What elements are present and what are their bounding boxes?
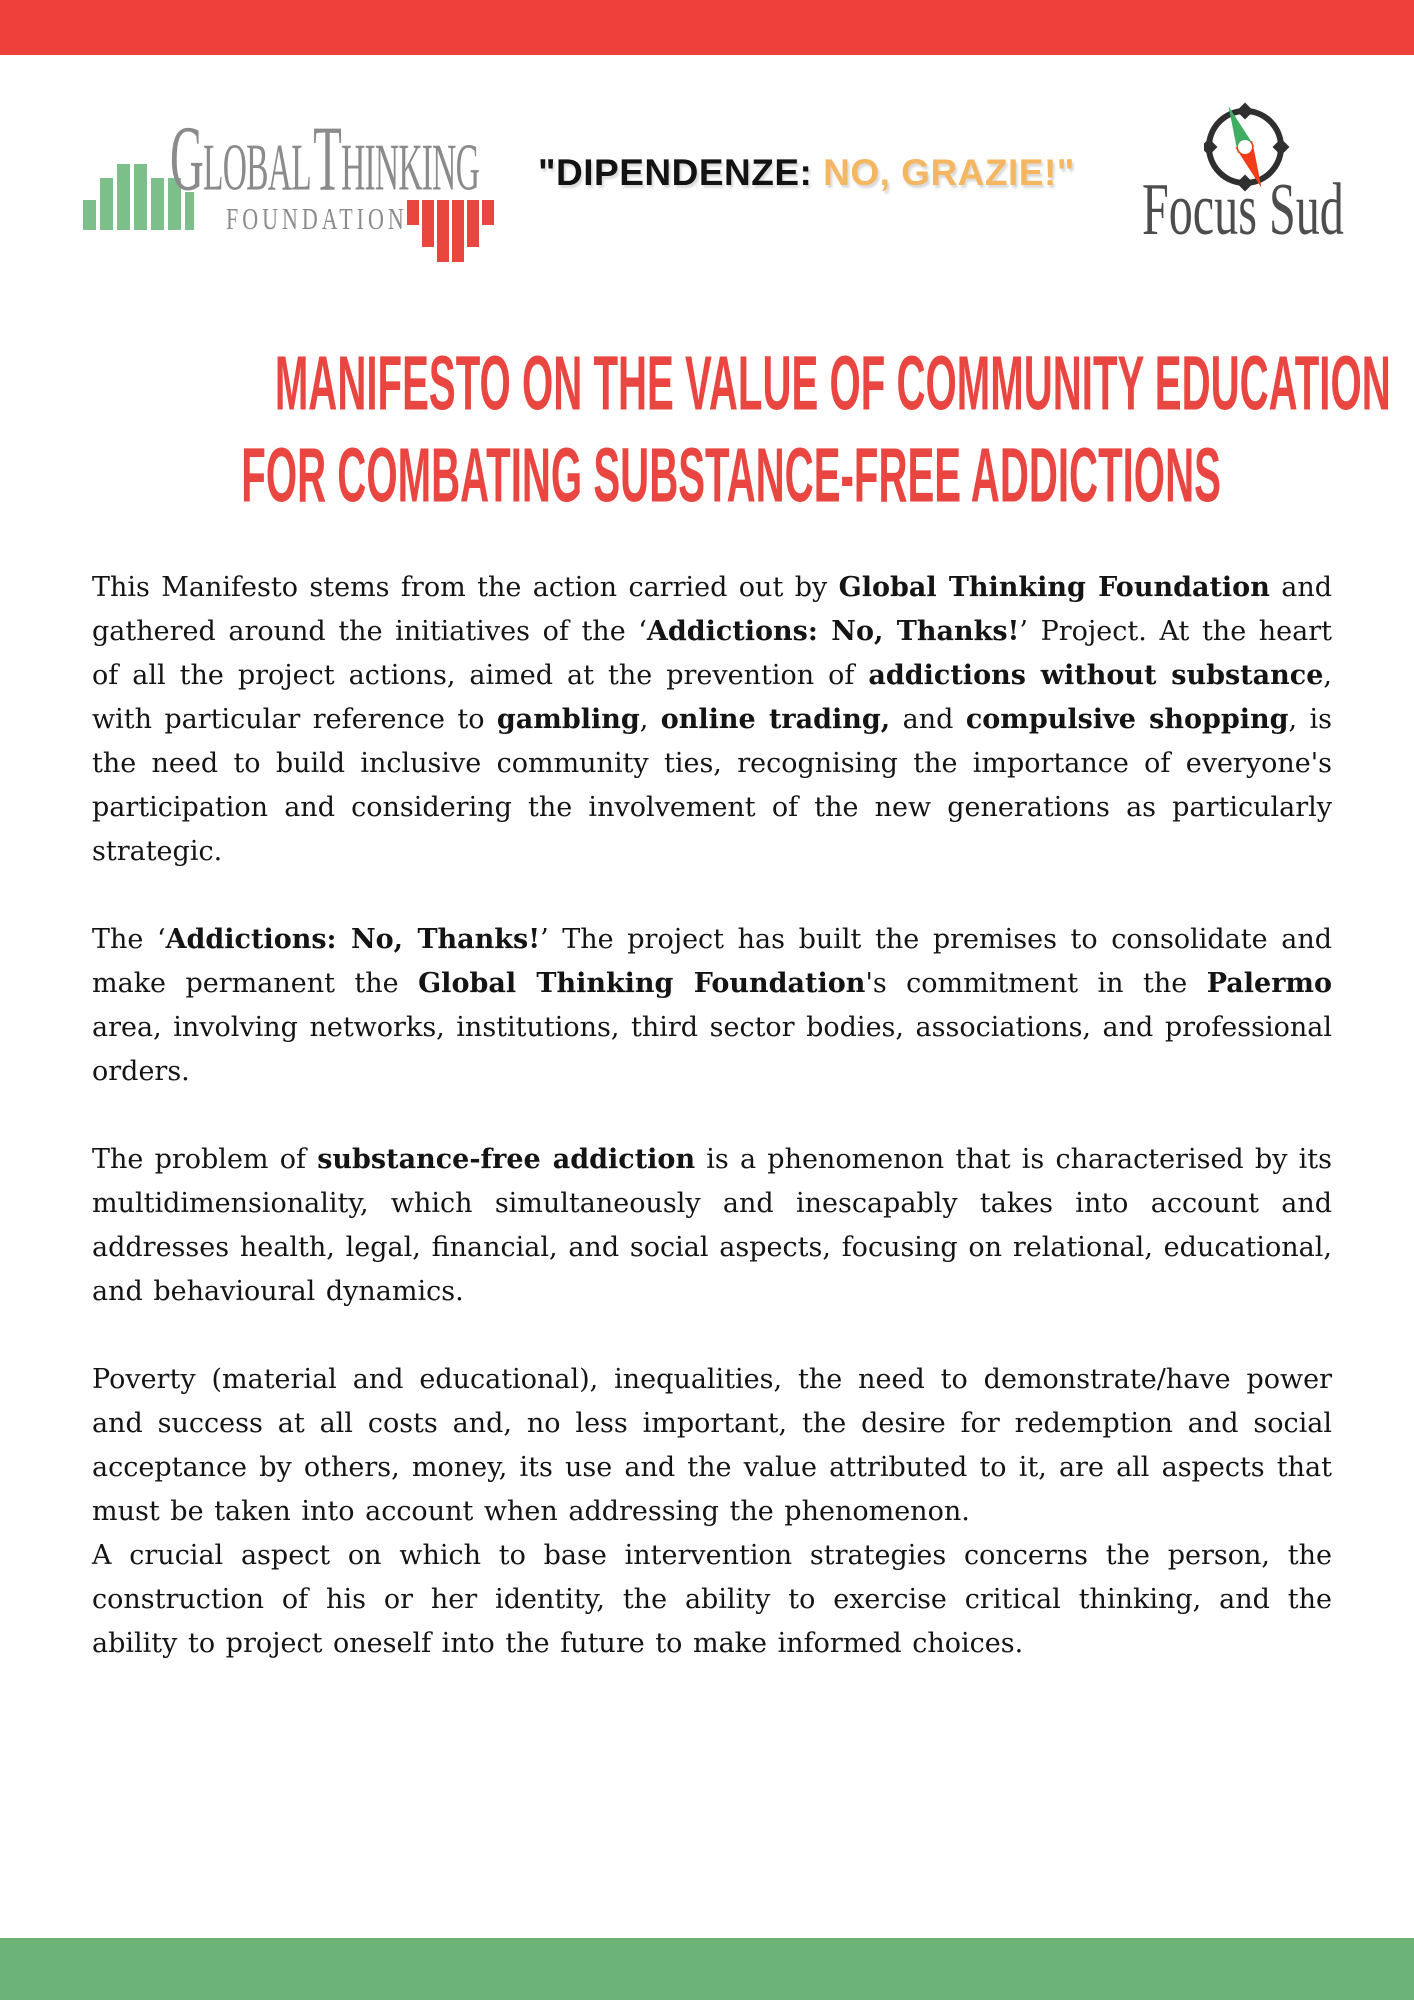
header bbox=[0, 55, 1414, 295]
title-line-1: MANIFESTO ON THE VALUE OF COMMUNITY EDUCATION bbox=[274, 340, 1391, 427]
campaign-slogan bbox=[538, 152, 1075, 212]
title-line-2: FOR COMBATING SUBSTANCE-FREE ADDICTIONS bbox=[241, 432, 1221, 519]
paragraph: This Manifesto stems from the action carried out by Global Thinking Foundation and gathered around the initiatives of the ‘Addictions: No, Thanks!’ Project. At the heart of all the project actions, aimed at the prevention of addictions without substance, with particular reference to gambling, online trading, and compulsive shopping, is the need to build inclusive community ties, recognising the importance of everyone's participation and considering the involvement of the new generations as particularly strategic. bbox=[92, 572, 1333, 867]
global-thinking-foundation-logo bbox=[0, 55, 520, 285]
paragraph: A crucial aspect on which to base intervention strategies concerns the person, the construction of his or her identity, the ability to exercise critical thinking, and the ability to project oneself into the future to make informed choices. bbox=[92, 1540, 1332, 1659]
gtf-logo-name: GLOBAL THINKING bbox=[170, 107, 480, 210]
top-accent-bar bbox=[0, 0, 1414, 55]
slogan-orange-part: NO, GRAZIE!" bbox=[812, 152, 1075, 193]
paragraph: The problem of substance-free addiction is a phenomenon that is characterised by its multidimensionality, which simultaneously and inescapably takes into account and addresses health, legal, financial, and social aspects, focusing on relational, educational, and behavioural dynamics. bbox=[92, 1144, 1333, 1307]
focus-sud-name: Focus Sud bbox=[1142, 169, 1344, 251]
paragraph: Poverty (material and educational), inequalities, the need to demonstrate/have power and success at all costs and, no less important, the desire for redemption and social acceptance by others, money, its use and the value attributed to it, are all aspects that must be taken into account when addressing the phenomenon. bbox=[92, 1364, 1332, 1527]
manifesto-title bbox=[0, 338, 1414, 522]
bottom-accent-bar bbox=[0, 1938, 1414, 2000]
gtf-logo-subtitle: FOUNDATION bbox=[226, 201, 408, 236]
body-text bbox=[92, 566, 1332, 1710]
slogan-black-part: "DIPENDENZE: bbox=[538, 152, 813, 193]
focus-sud-logo bbox=[1130, 95, 1370, 285]
paragraph: The ‘Addictions: No, Thanks!’ The project has built the premises to consolidate and make permanent the Global Thinking Foundation's commitment in the Palermo area, involving networks, institutions, third sector bodies, associations, and professional orders. bbox=[92, 924, 1333, 1087]
